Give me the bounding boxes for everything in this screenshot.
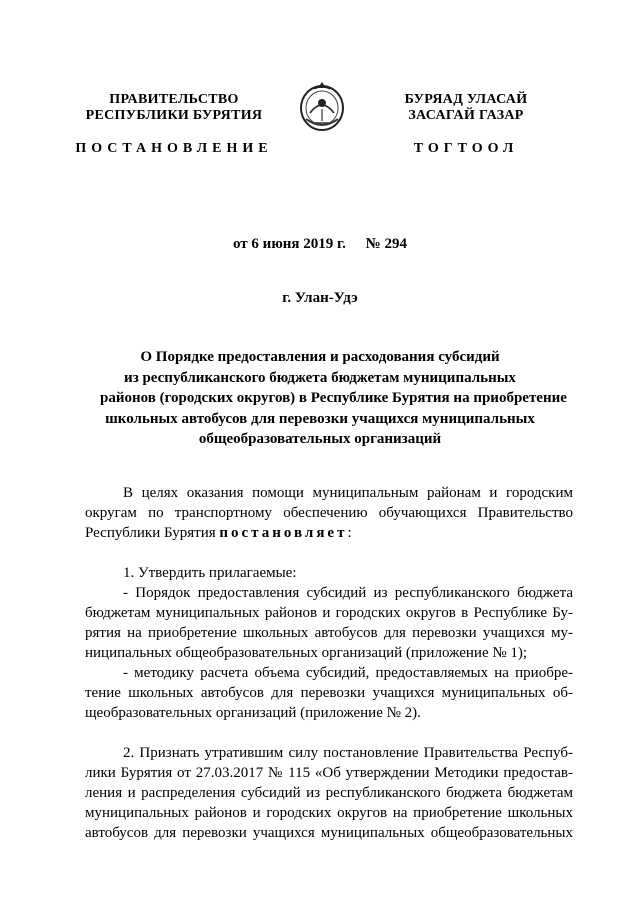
item-1-line: тение школьных автобусов для перевозки учащихся муниципальных об- xyxy=(85,685,573,701)
issuer-left-line2: РЕСПУБЛИКИ БУРЯТИЯ xyxy=(85,108,263,123)
item-2-line: ления и распределения субсидий из республиканского бюджета бюджетам xyxy=(85,785,573,801)
issuer-right-line2: ЗАСАГАЙ ГАЗАР xyxy=(408,108,524,123)
item-2-line: лики Бурятия от 27.03.2017 № 115 «Об утверждении Методики предостав- xyxy=(85,765,573,781)
item-1 xyxy=(85,563,573,723)
issuer-right xyxy=(346,92,586,124)
issuer-left-line1: ПРАВИТЕЛЬСТВО xyxy=(109,92,239,107)
preamble-line: округам по транспортному обеспечению обучающихся Правительство xyxy=(85,505,573,521)
preamble-resolves: постановляет xyxy=(219,525,348,541)
title-line: общеобразовательных организаций xyxy=(198,431,442,447)
document-type-ru: ПОСТАНОВЛЕНИЕ xyxy=(75,141,273,156)
preamble xyxy=(85,483,573,543)
item-2 xyxy=(85,743,573,843)
preamble-line: В целях оказания помощи муниципальным районам и городским xyxy=(123,485,573,501)
item-2-line: 2. Признать утратившим силу постановление Правительства Респуб- xyxy=(123,745,573,761)
item-1-line: рятия на приобретение школьных автобусов для перевозки учащихся му- xyxy=(85,625,573,641)
item-1-line: щеобразовательных организаций (приложение № 2). xyxy=(85,705,421,721)
city: г. Улан-Удэ xyxy=(282,290,358,306)
document-type-bua: ТОГТООЛ xyxy=(413,141,519,156)
document-number: № 294 xyxy=(365,236,407,252)
title-line: О Порядке предоставления и расходования субсидий xyxy=(140,349,500,365)
date-number-line xyxy=(0,236,640,253)
document-date: от 6 июня 2019 г. xyxy=(233,236,346,252)
issuer-left xyxy=(54,92,294,124)
document-title xyxy=(100,347,567,450)
preamble-colon: : xyxy=(347,525,352,541)
preamble-text: Республики Бурятия xyxy=(85,525,220,541)
item-2-line: автобусов для перевозки учащихся муниципальных общеобразовательных xyxy=(85,825,573,841)
coat-of-arms-icon xyxy=(296,79,348,135)
item-2-line: муниципальных районов и городских округов на приобретение школьных xyxy=(85,805,573,821)
preamble-line xyxy=(85,523,573,543)
item-1-line: 1. Утвердить прилагаемые: xyxy=(123,565,297,581)
title-line: из республиканского бюджета бюджетам муниципальных xyxy=(124,369,516,386)
issuer-right-line1: БУРЯАД УЛАСАЙ xyxy=(404,92,528,107)
item-1-line: ниципальных общеобразовательных организаций (приложение № 1); xyxy=(85,645,528,661)
title-line: районов (городских округов) в Республике Бурятия на приобретение xyxy=(100,390,567,406)
title-line: школьных автобусов для перевозки учащихся муниципальных xyxy=(105,410,535,427)
item-1-line: - Порядок предоставления субсидий из республиканского бюджета xyxy=(123,585,573,601)
item-1-line: бюджетам муниципальных районов и городских округов в Республике Бу- xyxy=(85,605,573,621)
item-1-line: - методику расчета объема субсидий, предоставляемых на приобре- xyxy=(123,665,573,681)
